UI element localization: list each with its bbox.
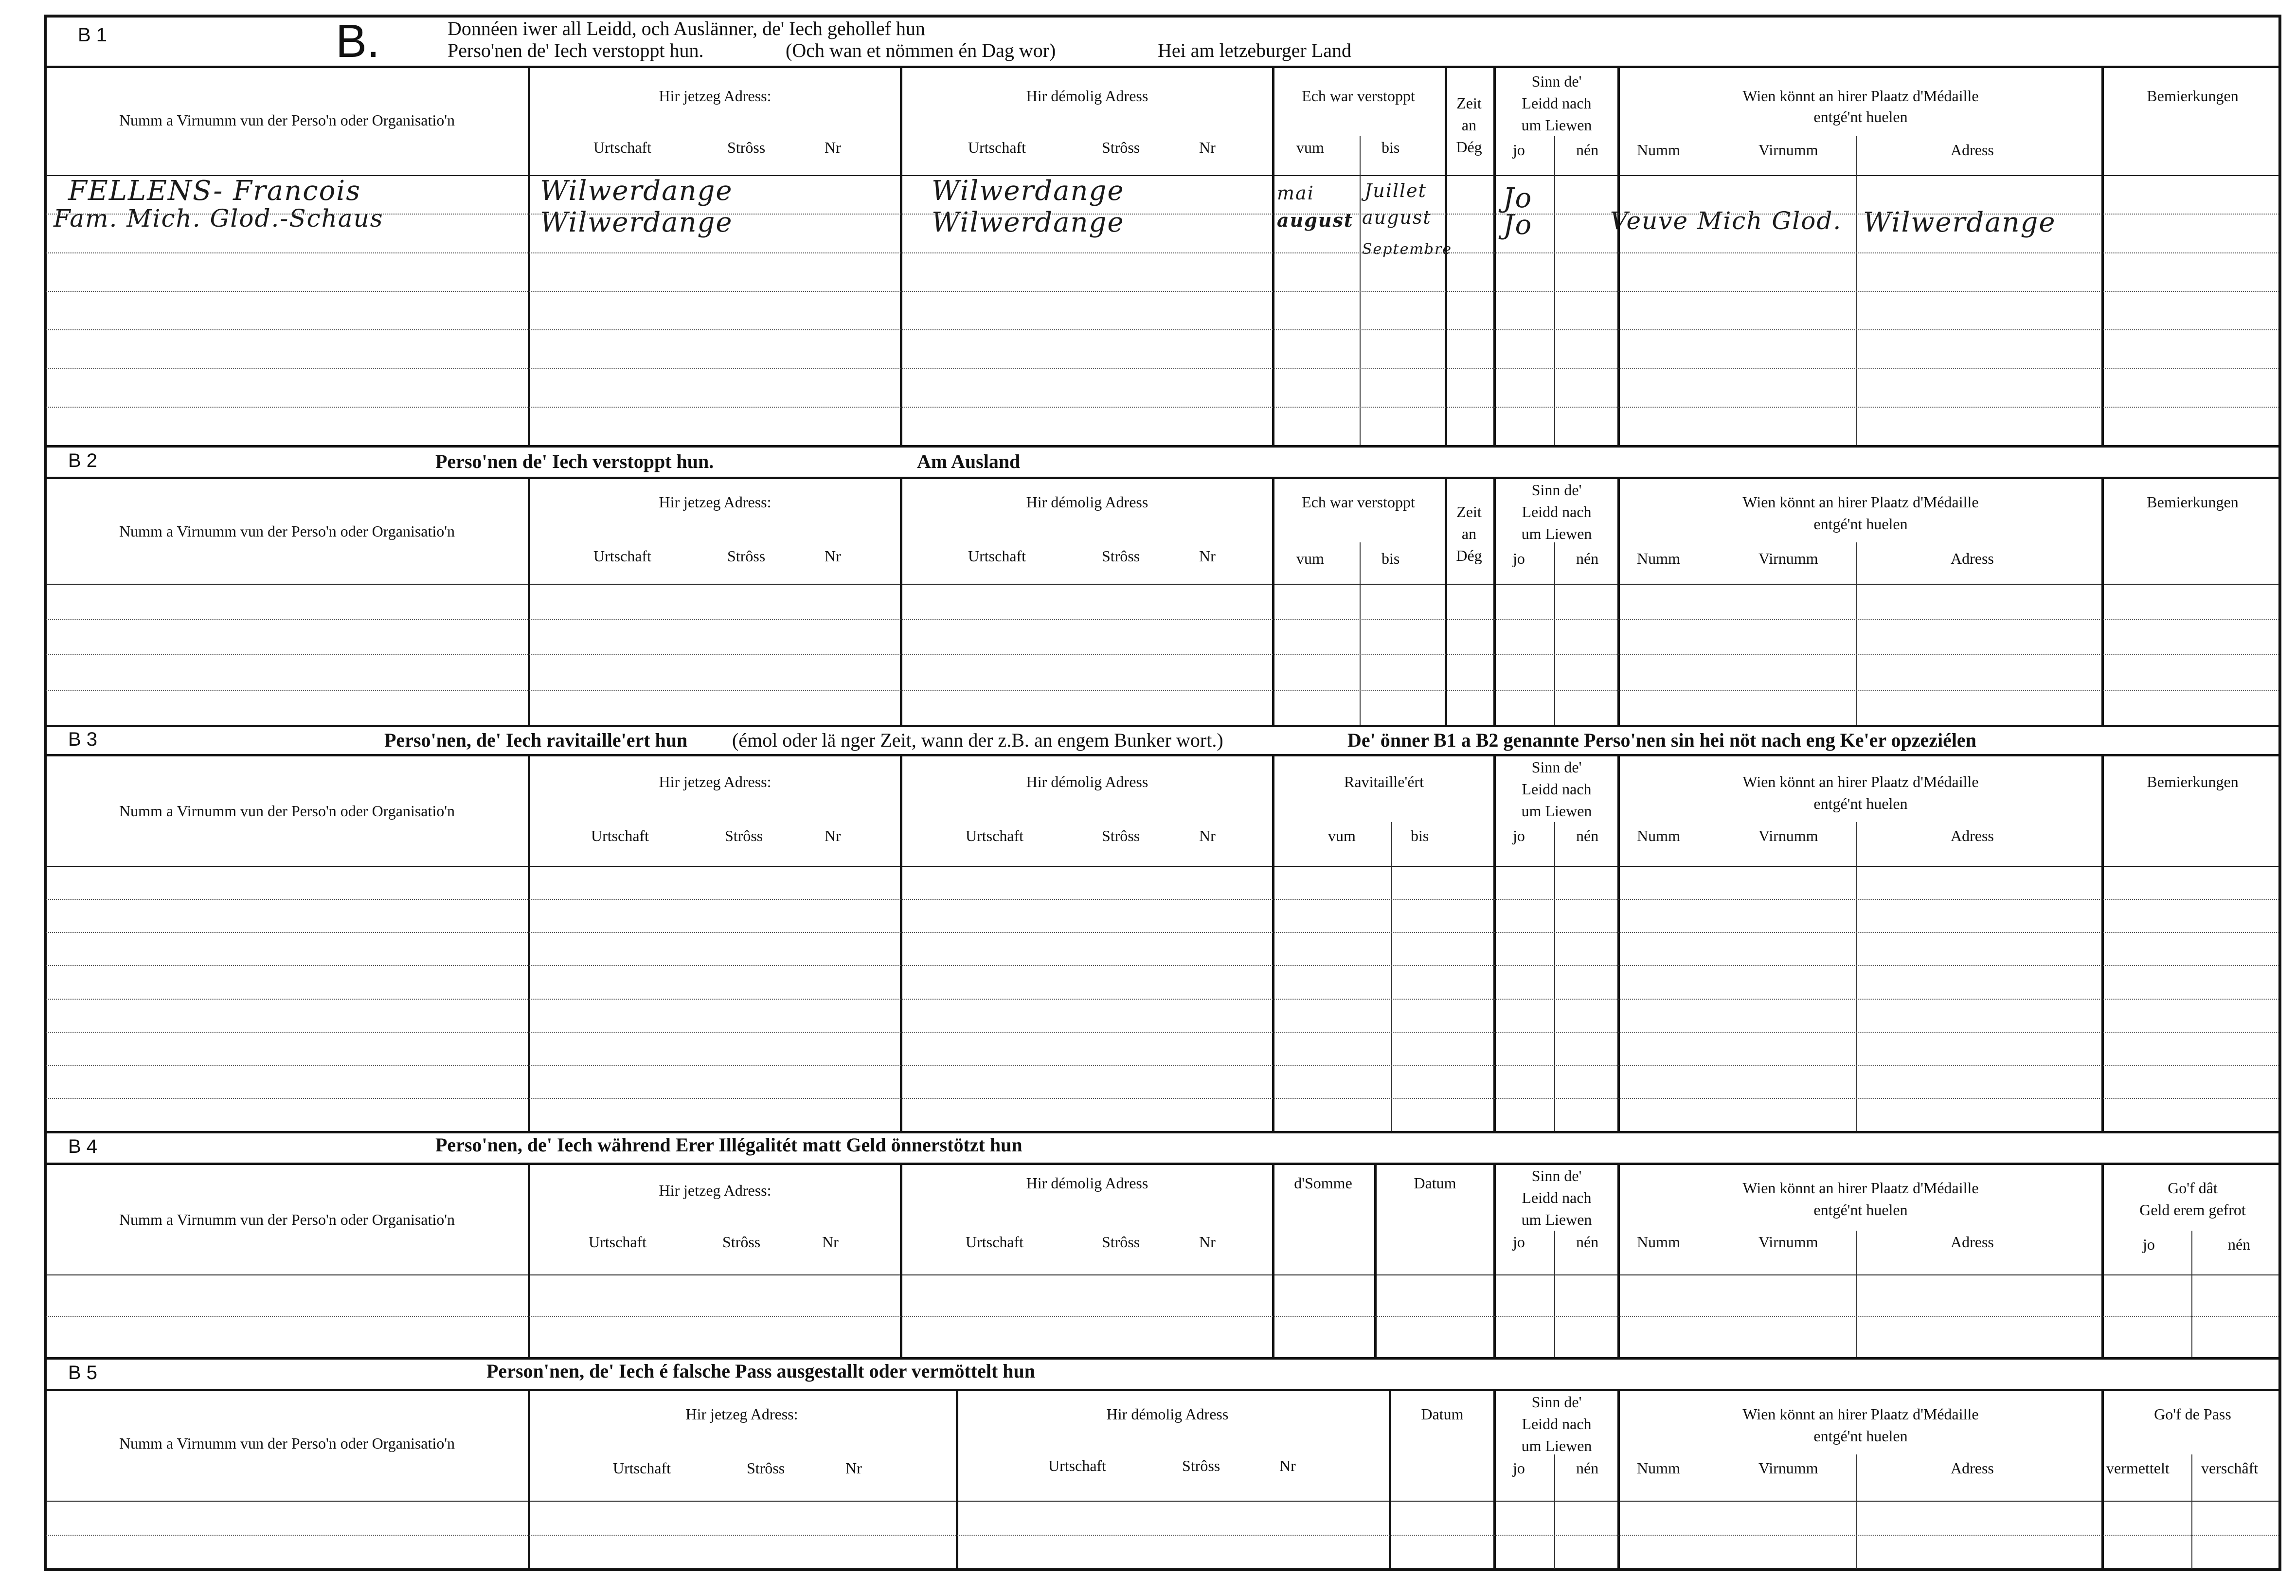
section2-virnumm-adress-rule <box>1856 542 1857 725</box>
b1-jo: jo <box>1513 141 1525 159</box>
heading-line2b: (Och wan et nömmen én Dag wor) <box>786 39 1056 61</box>
section1-column-rule <box>900 66 902 445</box>
b2-bis: bis <box>1381 550 1400 567</box>
b1-row2-vum: august <box>1277 209 1354 231</box>
section-b3-label: B 3 <box>68 729 98 750</box>
b2-cur-urtschaft: Urtschaft <box>593 547 652 565</box>
section2-column-rule <box>1617 477 1620 725</box>
b2-virnumm: Virnumm <box>1758 550 1818 567</box>
b3-top-rule <box>44 725 2281 727</box>
section4-somme-datum-rule <box>1374 1163 1377 1357</box>
b1-name-header: Numm a Virnumm vun der Perso'n oder Organisatio'n <box>119 111 455 129</box>
b1-cur-urtschaft: Urtschaft <box>593 139 652 156</box>
b3-name-header: Numm a Virnumm vun der Perso'n oder Organisatio'n <box>119 802 455 820</box>
b5-for-stross: Strôss <box>1182 1457 1220 1474</box>
section1-body-row <box>46 252 2279 253</box>
b2-an: an <box>1461 525 1477 542</box>
b5-sinn: Sinn de' <box>1531 1393 1582 1411</box>
b2-cur-stross: Strôss <box>727 547 766 565</box>
b4-adress: Adress <box>1951 1233 1994 1251</box>
b1-row2-cur: Wilwerdange <box>540 207 733 238</box>
b2-former-addr: Hir démolig Adress <box>1026 493 1148 511</box>
b1-row2-bis: august <box>1362 207 1432 228</box>
b1-for-urtschaft: Urtschaft <box>968 139 1026 156</box>
b3-nen: nén <box>1576 827 1599 844</box>
b2-header-rule <box>46 584 2279 585</box>
b1-bemierkungen: Bemierkungen <box>2147 87 2239 105</box>
b3-jo: jo <box>1513 827 1525 844</box>
section3-body-row <box>46 932 2279 933</box>
b3-for-stross: Strôss <box>1102 827 1140 844</box>
b4-cur-urtschaft: Urtschaft <box>589 1233 647 1251</box>
b1-row2-jo: Jo <box>1503 209 1533 241</box>
b4-virnumm: Virnumm <box>1758 1233 1818 1251</box>
b2-for-nr: Nr <box>1199 547 1216 565</box>
section3-body-row <box>46 999 2279 1000</box>
section5-column-rule <box>528 1389 530 1569</box>
b2-header-top <box>44 477 2281 479</box>
b3-title-a: Perso'nen, de' Iech ravitaille'ert hun <box>384 729 688 751</box>
section2-column-rule <box>1493 477 1496 725</box>
b1-row2-bis2: Septembre <box>1362 241 1453 258</box>
b2-title2: Am Ausland <box>917 450 1021 472</box>
section3-body-row <box>46 899 2279 900</box>
b4-for-stross: Strôss <box>1102 1233 1140 1251</box>
b1-liewen: um Liewen <box>1521 116 1592 134</box>
section-b2-label: B 2 <box>68 450 98 471</box>
section5-body-row <box>46 1535 2279 1536</box>
section3-vum-bis-rule <box>1391 822 1392 1131</box>
section2-column-rule <box>528 477 530 725</box>
section1-column-rule <box>528 66 530 445</box>
b3-cur-nr: Nr <box>825 827 841 844</box>
b4-numm: Numm <box>1637 1233 1680 1251</box>
b2-zeit: Zeit <box>1456 503 1482 520</box>
section2-vum-bis-rule <box>1360 542 1361 725</box>
section3-body-row <box>46 1065 2279 1066</box>
heading-line1: Donnéen iwer all Leidd, och Auslänner, de' Iech gehollef hun <box>448 18 925 39</box>
b4-geld-jo: jo <box>2143 1236 2155 1253</box>
b3-header-top <box>44 754 2281 756</box>
section1-column-rule <box>2101 66 2104 445</box>
section3-column-rule <box>1493 754 1496 1131</box>
b4-for-urtschaft: Urtschaft <box>966 1233 1024 1251</box>
b4-cur-stross: Strôss <box>722 1233 761 1251</box>
section4-body-row <box>46 1316 2279 1317</box>
section3-column-rule <box>1617 754 1620 1131</box>
b3-title-b: (émol oder lä nger Zeit, wann der z.B. an engem Bunker wort.) <box>732 729 1223 751</box>
b1-cur-nr: Nr <box>825 139 841 156</box>
section1-body-row <box>46 329 2279 330</box>
b1-former-addr: Hir démolig Adress <box>1026 87 1148 105</box>
section2-jo-nen-rule <box>1554 542 1555 725</box>
b3-former-addr: Hir démolig Adress <box>1026 773 1148 790</box>
b1-header-rule <box>46 175 2279 176</box>
b1-row1-bis: Juillet <box>1364 180 1427 201</box>
b4-title: Perso'nen, de' Iech während Erer Illégalitét matt Geld önnerstötzt hun <box>435 1134 1022 1156</box>
b4-jo: jo <box>1513 1233 1525 1251</box>
b3-adress: Adress <box>1951 827 1994 844</box>
b1-leidd: Leidd nach <box>1522 94 1592 112</box>
b3-sinn: Sinn de' <box>1531 758 1582 776</box>
section3-jo-nen-rule <box>1554 822 1555 1131</box>
b1-for-stross: Strôss <box>1102 139 1140 156</box>
b4-for-nr: Nr <box>1199 1233 1216 1251</box>
section4-column-rule <box>1493 1163 1496 1357</box>
section5-virnumm-adress-rule <box>1856 1454 1857 1569</box>
section1-body-row <box>46 214 2279 215</box>
b3-medal2: entgé'nt huelen <box>1813 795 1908 812</box>
b1-row1-former: Wilwerdange <box>932 175 1125 207</box>
b5-header-top <box>44 1389 2281 1391</box>
b3-numm: Numm <box>1637 827 1680 844</box>
section2-column-rule <box>1445 477 1447 725</box>
b3-cur-urtschaft: Urtschaft <box>591 827 649 844</box>
b4-geld-nen: nén <box>2228 1236 2251 1253</box>
b5-cur-stross: Strôss <box>747 1459 785 1477</box>
section-b4-label: B 4 <box>68 1136 98 1157</box>
b5-virnumm: Virnumm <box>1758 1459 1818 1477</box>
b2-numm: Numm <box>1637 550 1680 567</box>
section1-column-rule <box>1617 66 1620 445</box>
section1-body-row <box>46 407 2279 408</box>
b2-top-rule <box>44 445 2281 448</box>
b4-header-top <box>44 1163 2281 1165</box>
section4-virnumm-adress-rule <box>1856 1231 1857 1357</box>
section3-body-row <box>46 1098 2279 1099</box>
b2-deg: Dég <box>1456 547 1482 564</box>
b5-medal1: Wien könnt an hirer Plaatz d'Médaille <box>1742 1405 1979 1423</box>
b5-current-addr: Hir jetzeg Adress: <box>685 1405 798 1423</box>
b4-medal1: Wien könnt an hirer Plaatz d'Médaille <box>1742 1179 1979 1197</box>
b5-cur-urtschaft: Urtschaft <box>613 1459 671 1477</box>
b3-ravit: Ravitaille'ért <box>1344 773 1424 790</box>
b4-header-rule <box>46 1274 2279 1275</box>
b5-medal2: entgé'nt huelen <box>1813 1427 1908 1445</box>
b1-hidden-header: Ech war verstoppt <box>1302 87 1415 105</box>
b2-sinn: Sinn de' <box>1531 481 1582 499</box>
section4-column-rule <box>1272 1163 1274 1357</box>
b1-row2-name: Fam. Mich. Glod.-Schaus <box>54 204 384 233</box>
section5-jo-nen-rule <box>1554 1454 1555 1569</box>
b3-bemierkungen: Bemierkungen <box>2147 773 2239 790</box>
section3-body-row <box>46 1032 2279 1033</box>
section3-column-rule <box>1272 754 1274 1131</box>
section2-body-row <box>46 654 2279 655</box>
b2-jo: jo <box>1513 550 1525 567</box>
section3-column-rule <box>900 754 902 1131</box>
b1-adress: Adress <box>1951 141 1994 159</box>
b3-vum: vum <box>1328 827 1356 844</box>
b2-medal1: Wien könnt an hirer Plaatz d'Médaille <box>1742 493 1979 511</box>
b1-cur-stross: Strôss <box>727 139 766 156</box>
section1-body-row <box>46 291 2279 292</box>
b1-row1-cur: Wilwerdange <box>540 175 733 207</box>
section-b1-label: B 1 <box>78 24 108 46</box>
b2-nen: nén <box>1576 550 1599 567</box>
heading-line2c: Hei am letzeburger Land <box>1158 39 1351 61</box>
section3-body-row <box>46 965 2279 966</box>
section2-column-rule <box>1272 477 1274 725</box>
b1-sinn: Sinn de' <box>1531 72 1582 90</box>
b1-top-rule <box>44 66 2281 68</box>
b5-liewen: um Liewen <box>1521 1437 1592 1454</box>
section2-body-row <box>46 690 2279 691</box>
section2-body-row <box>46 619 2279 620</box>
b3-bis: bis <box>1411 827 1429 844</box>
b4-name-header: Numm a Virnumm vun der Perso'n oder Organisatio'n <box>119 1211 455 1228</box>
b3-for-urtschaft: Urtschaft <box>966 827 1024 844</box>
b3-for-nr: Nr <box>1199 827 1216 844</box>
b3-cur-stross: Strôss <box>725 827 763 844</box>
b5-for-nr: Nr <box>1279 1457 1296 1474</box>
section5-column-rule <box>1493 1389 1496 1569</box>
b2-adress: Adress <box>1951 550 1994 567</box>
b2-hidden-header: Ech war verstoppt <box>1302 493 1415 511</box>
b2-vum: vum <box>1296 550 1324 567</box>
b3-liewen: um Liewen <box>1521 802 1592 820</box>
b4-top-rule <box>44 1131 2281 1133</box>
section3-virnumm-adress-rule <box>1856 822 1857 1131</box>
section4-column-rule <box>1617 1163 1620 1357</box>
b1-deg: Dég <box>1456 138 1482 156</box>
b5-verschaft: verschâft <box>2201 1459 2259 1477</box>
b4-former-addr: Hir démolig Adress <box>1026 1174 1148 1192</box>
b4-somme: d'Somme <box>1294 1174 1352 1192</box>
b1-row2-former: Wilwerdange <box>932 207 1125 238</box>
section1-column-rule <box>1272 66 1274 445</box>
b2-for-urtschaft: Urtschaft <box>968 547 1026 565</box>
heading-line2a: Perso'nen de' Iech verstoppt hun. <box>448 39 704 61</box>
b4-current-addr: Hir jetzeg Adress: <box>659 1182 771 1199</box>
section5-column-rule <box>956 1389 958 1569</box>
b1-row2-numm: Veuve Mich Glod. <box>1610 207 1842 235</box>
b1-current-addr: Hir jetzeg Adress: <box>659 87 771 105</box>
b5-top-rule <box>44 1357 2281 1360</box>
b2-title: Perso'nen de' Iech verstoppt hun. <box>435 450 714 472</box>
b5-for-urtschaft: Urtschaft <box>1048 1457 1107 1474</box>
b1-row2-adress: Wilwerdange <box>1863 207 2056 238</box>
b1-zeit: Zeit <box>1456 94 1482 112</box>
b2-medal2: entgé'nt huelen <box>1813 515 1908 533</box>
section4-column-rule <box>528 1163 530 1357</box>
section1-column-rule <box>1445 66 1447 445</box>
b5-adress: Adress <box>1951 1459 1994 1477</box>
form-letter: B. <box>336 15 380 67</box>
b1-numm: Numm <box>1637 141 1680 159</box>
b1-row1-vum: mai <box>1277 182 1314 204</box>
b5-name-header: Numm a Virnumm vun der Perso'n oder Organisatio'n <box>119 1435 455 1452</box>
b4-geld2: Geld erem gefrot <box>2139 1201 2246 1219</box>
section5-column-rule <box>1389 1389 1391 1569</box>
b1-nen: nén <box>1576 141 1599 159</box>
b4-datum: Datum <box>1414 1174 1456 1192</box>
b2-cur-nr: Nr <box>825 547 841 565</box>
b5-cur-nr: Nr <box>845 1459 862 1477</box>
b5-jo: jo <box>1513 1459 1525 1477</box>
b5-title: Person'nen, de' Iech é falsche Pass ausgestallt oder vermöttelt hun <box>486 1360 1036 1382</box>
b3-title-c: De' önner B1 a B2 genannte Perso'nen sin hei nöt nach eng Ke'er opzeziélen <box>1347 729 1976 751</box>
b5-pass: Go'f de Pass <box>2154 1405 2231 1423</box>
b5-numm: Numm <box>1637 1459 1680 1477</box>
section4-jo-nen-rule <box>1554 1231 1555 1357</box>
section1-column-rule <box>1493 66 1496 445</box>
b2-name-header: Numm a Virnumm vun der Perso'n oder Organisatio'n <box>119 522 455 540</box>
b4-geld1: Go'f dât <box>2168 1179 2218 1197</box>
b1-medal1: Wien könnt an hirer Plaatz d'Médaille <box>1742 87 1979 105</box>
section4-column-rule <box>900 1163 902 1357</box>
b3-virnumm: Virnumm <box>1758 827 1818 844</box>
b2-liewen: um Liewen <box>1521 525 1592 542</box>
b4-medal2: entgé'nt huelen <box>1813 1201 1908 1219</box>
b3-header-rule <box>46 866 2279 867</box>
section5-column-rule <box>2101 1389 2104 1569</box>
section5-yes-no-rule <box>2191 1454 2192 1569</box>
section2-column-rule <box>900 477 902 725</box>
b4-cur-nr: Nr <box>822 1233 839 1251</box>
b2-for-stross: Strôss <box>1102 547 1140 565</box>
b2-leidd: Leidd nach <box>1522 503 1592 520</box>
b1-row1-name: FELLENS- Francois <box>68 175 361 207</box>
section4-column-rule <box>2101 1163 2104 1357</box>
b2-current-addr: Hir jetzeg Adress: <box>659 493 771 511</box>
b5-former-addr: Hir démolig Adress <box>1106 1405 1229 1423</box>
b1-row1-jo: Jo <box>1503 182 1533 214</box>
section1-body-row <box>46 368 2279 369</box>
section3-column-rule <box>2101 754 2104 1131</box>
b4-sinn: Sinn de' <box>1531 1167 1582 1184</box>
b1-medal2: entgé'nt huelen <box>1813 108 1908 126</box>
b1-bis: bis <box>1381 139 1400 156</box>
b4-leidd: Leidd nach <box>1522 1189 1592 1206</box>
section2-column-rule <box>2101 477 2104 725</box>
b3-medal1: Wien könnt an hirer Plaatz d'Médaille <box>1742 773 1979 790</box>
b1-virnumm: Virnumm <box>1758 141 1818 159</box>
section5-column-rule <box>1617 1389 1620 1569</box>
b1-an: an <box>1461 116 1477 134</box>
b5-nen: nén <box>1576 1459 1599 1477</box>
section3-column-rule <box>528 754 530 1131</box>
b5-vermettelt: vermettelt <box>2106 1459 2170 1477</box>
section4-yes-no-rule <box>2191 1231 2192 1357</box>
b4-nen: nén <box>1576 1233 1599 1251</box>
b5-header-rule <box>46 1501 2279 1502</box>
b5-leidd: Leidd nach <box>1522 1415 1592 1433</box>
b5-datum: Datum <box>1421 1405 1464 1423</box>
b1-for-nr: Nr <box>1199 139 1216 156</box>
b2-bemierkungen: Bemierkungen <box>2147 493 2239 511</box>
b4-liewen: um Liewen <box>1521 1211 1592 1228</box>
b3-current-addr: Hir jetzeg Adress: <box>659 773 771 790</box>
b3-leidd: Leidd nach <box>1522 780 1592 798</box>
section-b5-label: B 5 <box>68 1362 98 1383</box>
b1-vum: vum <box>1296 139 1324 156</box>
